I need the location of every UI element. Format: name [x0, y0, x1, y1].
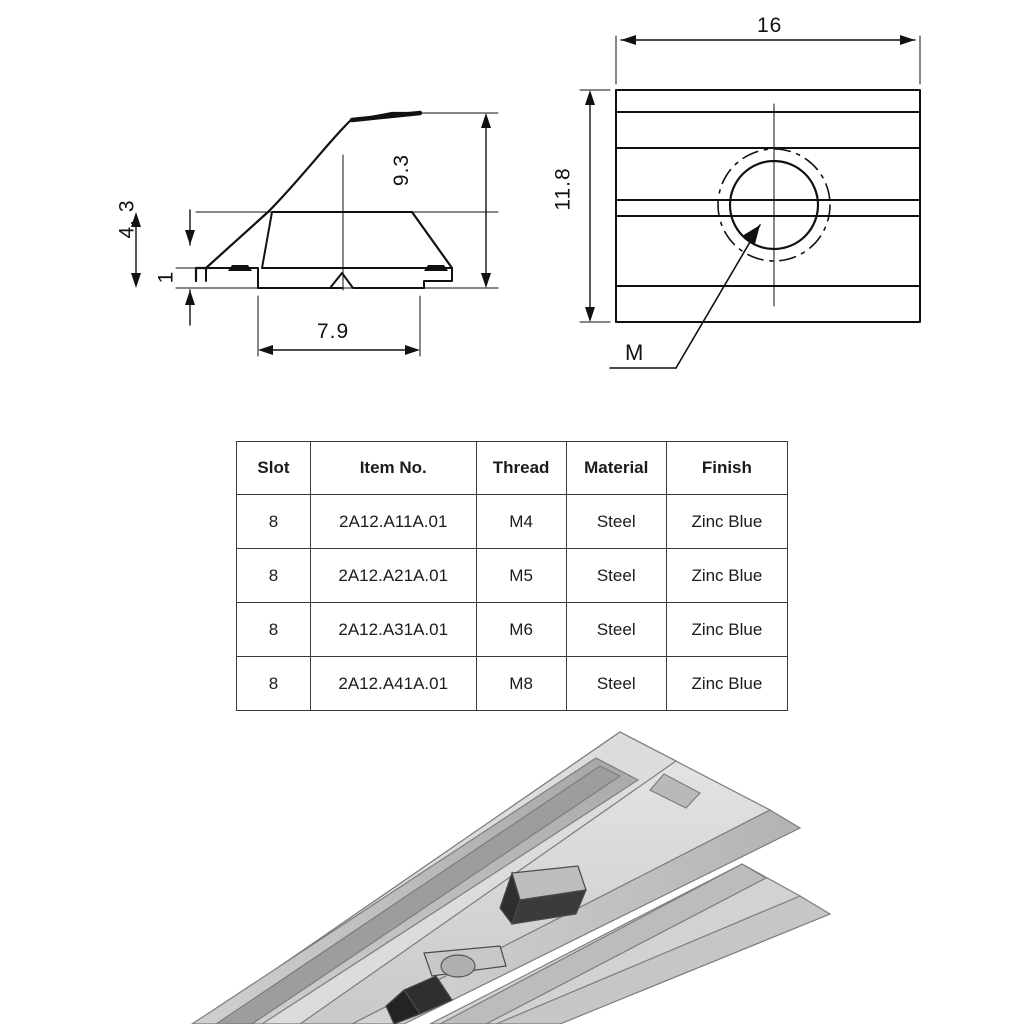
spec-table-container — [236, 441, 788, 711]
cell-item-no: 2A12.A31A.01 — [310, 603, 476, 657]
dim-label-9-3: 9.3 — [390, 153, 414, 187]
table-row — [237, 549, 788, 603]
cell-finish: Zinc Blue — [666, 495, 787, 549]
cell-slot: 8 — [237, 603, 311, 657]
cell-thread: M8 — [476, 657, 566, 711]
dim-label-7-9: 7.9 — [317, 320, 350, 343]
thread-callout-label: M — [625, 340, 645, 365]
column-header-material: Material — [566, 442, 666, 495]
cell-material: Steel — [566, 495, 666, 549]
column-header-thread: Thread — [476, 442, 566, 495]
spec-table — [236, 441, 788, 711]
cell-item-no: 2A12.A41A.01 — [310, 657, 476, 711]
product-photo — [0, 718, 1024, 1024]
dim-7-9 — [258, 345, 420, 355]
side-view-profile — [196, 113, 452, 290]
cell-finish: Zinc Blue — [666, 549, 787, 603]
cell-material: Steel — [566, 603, 666, 657]
dim-1 — [176, 210, 204, 325]
drawings-svg — [0, 0, 1024, 410]
product-photo-svg — [0, 718, 1024, 1024]
cell-item-no: 2A12.A11A.01 — [310, 495, 476, 549]
column-header-item-no: Item No. — [310, 442, 476, 495]
engineering-drawings — [0, 0, 1024, 410]
dim-9-3 — [481, 113, 491, 288]
cell-finish: Zinc Blue — [666, 657, 787, 711]
table-row — [237, 657, 788, 711]
cell-thread: M6 — [476, 603, 566, 657]
cell-slot: 8 — [237, 549, 311, 603]
table-header-row — [237, 442, 788, 495]
table-row — [237, 603, 788, 657]
cell-item-no: 2A12.A21A.01 — [310, 549, 476, 603]
cell-material: Steel — [566, 657, 666, 711]
dim-label-11-8: 11.8 — [551, 167, 575, 211]
cell-thread: M4 — [476, 495, 566, 549]
column-header-slot: Slot — [237, 442, 311, 495]
cell-thread: M5 — [476, 549, 566, 603]
cell-material: Steel — [566, 549, 666, 603]
table-row — [237, 495, 788, 549]
cell-slot: 8 — [237, 495, 311, 549]
cell-finish: Zinc Blue — [666, 603, 787, 657]
dim-label-16: 16 — [757, 14, 783, 37]
cell-slot: 8 — [237, 657, 311, 711]
column-header-finish: Finish — [666, 442, 787, 495]
front-view-body — [616, 90, 920, 322]
dim-label-1: 1 — [154, 270, 178, 284]
dim-11-8 — [585, 90, 595, 322]
dim-label-4-3: 4. 3 — [115, 199, 139, 239]
